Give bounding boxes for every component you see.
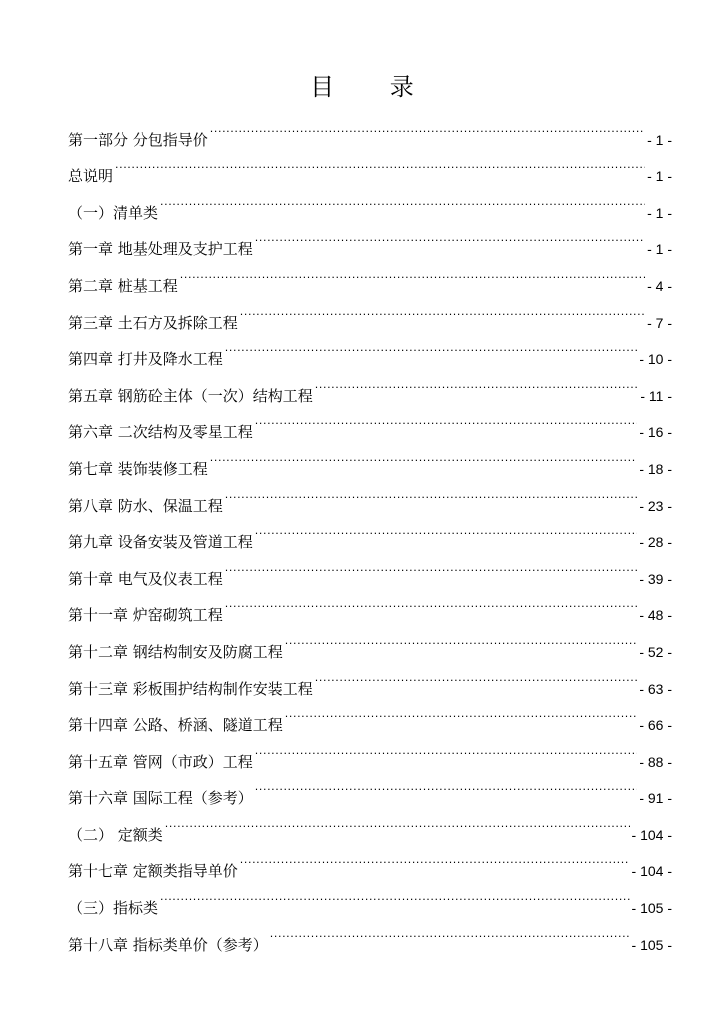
toc-dot-leader (285, 694, 638, 731)
toc-dot-leader (165, 803, 630, 840)
toc-list (68, 108, 672, 954)
toc-dot-leader (315, 364, 639, 401)
toc-entry-page: - 52 - (639, 643, 672, 660)
toc-dot-leader (180, 254, 645, 291)
toc-dot-leader (255, 767, 638, 804)
toc-dot-leader (225, 584, 638, 621)
toc-entry-page: - 63 - (639, 680, 672, 697)
toc-dot-leader (225, 547, 638, 584)
toc-entry-page: - 48 - (639, 607, 672, 624)
toc-dot-leader (160, 876, 630, 913)
toc-dot-leader (210, 437, 638, 474)
toc-dot-leader (315, 657, 638, 694)
toc-dot-leader (255, 511, 638, 548)
toc-entry-page: - 88 - (639, 753, 672, 770)
toc-title: 目 录 (310, 73, 438, 101)
toc-dot-leader (115, 145, 645, 182)
toc-dot-leader (255, 218, 645, 255)
toc-entry-page: - 16 - (639, 424, 672, 441)
toc-entry-page: - 1 - (647, 241, 672, 258)
toc-entry-label: 第十四章 公路、桥涵、隧道工程 (68, 716, 283, 735)
toc-entry-label: 第十六章 国际工程（参考） (68, 789, 253, 808)
toc-dot-leader (285, 620, 638, 657)
toc-entry-label: 第一章 地基处理及支护工程 (68, 240, 253, 259)
toc-entry-label: 第十一章 炉窑砌筑工程 (68, 606, 223, 625)
toc-entry-label: 第十七章 定额类指导单价 (68, 862, 238, 881)
toc-dot-leader (225, 328, 638, 365)
toc-entry-page: - 28 - (639, 534, 672, 551)
toc-entry-label: 第十章 电气及仪表工程 (68, 569, 223, 588)
toc-dot-leader (160, 181, 645, 218)
toc-dot-leader (225, 474, 638, 511)
toc-entry-page: - 18 - (639, 460, 672, 477)
toc-entry-page: - 39 - (639, 570, 672, 587)
toc-entry-page: - 104 - (631, 863, 672, 880)
toc-entry-label: （二） 定额类 (68, 825, 163, 844)
toc-entry-label: 第五章 钢筋砼主体（一次）结构工程 (68, 386, 313, 405)
toc-entry-label: 第十三章 彩板围护结构制作安装工程 (68, 679, 313, 698)
toc-entry-label: 第十八章 指标类单价（参考） (68, 935, 268, 954)
toc-dot-leader (255, 401, 638, 438)
toc-entry-page: - 105 - (631, 900, 672, 917)
toc-entry-label: 第十二章 钢结构制安及防腐工程 (68, 642, 283, 661)
toc-entry-label: 第八章 防水、保温工程 (68, 496, 223, 515)
toc-entry[interactable] (68, 108, 672, 149)
toc-dot-leader (240, 840, 630, 877)
toc-dot-leader (255, 730, 638, 767)
toc-entry-page: - 11 - (640, 387, 672, 404)
toc-entry[interactable] (68, 145, 672, 186)
toc-entry-label: 第六章 二次结构及零星工程 (68, 423, 253, 442)
toc-entry-label: 第三章 土石方及拆除工程 (68, 313, 238, 332)
toc-entry[interactable] (68, 218, 672, 259)
toc-entry-label: 总说明 (68, 167, 114, 186)
toc-entry-label: 第二章 桩基工程 (68, 276, 178, 295)
toc-dot-leader (240, 291, 645, 328)
toc-entry-page: - 10 - (639, 351, 672, 368)
toc-entry-page: - 105 - (631, 936, 672, 953)
toc-entry-page: - 4 - (647, 277, 672, 294)
toc-entry-label: 第七章 装饰装修工程 (68, 459, 208, 478)
toc-entry-label: 第九章 设备安装及管道工程 (68, 533, 253, 552)
toc-dot-leader (270, 913, 630, 950)
toc-entry-page: - 104 - (631, 826, 672, 843)
toc-entry-page: - 7 - (647, 314, 672, 331)
toc-entry-page: - 91 - (639, 790, 672, 807)
toc-entry[interactable] (68, 181, 672, 222)
toc-entry-page: - 1 - (647, 168, 672, 185)
toc-entry-label: 第四章 打井及降水工程 (68, 350, 223, 369)
toc-entry-label: 第十五章 管网（市政）工程 (68, 752, 253, 771)
toc-entry[interactable] (68, 913, 672, 954)
toc-entry-page: - 1 - (647, 131, 672, 148)
toc-entry-page: - 66 - (639, 717, 672, 734)
toc-entry-page: - 1 - (647, 204, 672, 221)
toc-entry-page: - 23 - (639, 497, 672, 514)
toc-entry-label: 第一部分 分包指导价 (68, 130, 208, 149)
toc-entry-label: （一）清单类 (68, 203, 159, 222)
toc-entry-label: （三）指标类 (68, 899, 159, 918)
toc-dot-leader (210, 108, 645, 145)
